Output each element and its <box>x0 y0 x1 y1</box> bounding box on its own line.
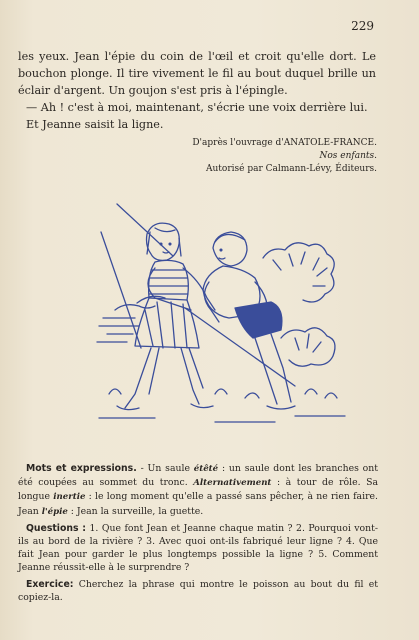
credit-author: D'après l'ouvrage d'ANATOLE-FRANCE. <box>192 138 377 148</box>
mots-et-expressions: Mots et expressions. - Un saule étêté : un saule dont les branches ont été coupées au sommet du tronc. Alternativement : à tour de rôle. Sa longue inertie : le long moment qu'elle a passé sans pêcher, à ne rien faire. Jean l'épie : Jean la surveille, la guette. <box>18 463 379 517</box>
term-alternativement: Alternativement <box>193 478 272 489</box>
questions-label: Questions : <box>26 522 87 534</box>
term-inertie: inertie <box>53 492 86 503</box>
questions <box>18 522 378 575</box>
fishing-children-illustration <box>95 198 350 440</box>
exercice-label: Exercice: <box>26 578 74 590</box>
story-text <box>18 48 376 133</box>
mots-label: Mots et expressions. <box>26 463 137 474</box>
credit-title: Nos enfants. <box>319 151 377 161</box>
credit-publisher: Autorisé par Calmann-Lévy, Éditeurs. <box>206 164 377 174</box>
questions-text: 1. Que font Jean et Jeanne chaque matin ? 2. Pourquoi vont-ils au bord de la rivière ? 3. Avec quoi ont-ils fabriqué leur ligne ? 4. Que fait Jean pour garder le plus longtemps possible la ligne ? 5. Comment Jeanne réussit-elle à le surprendre ? <box>18 522 378 574</box>
story-paragraph-1: les yeux. Jean l'épie du coin de l'œil et croit qu'elle dort. Le bouchon plonge. Il tire vivement le fil au bout duquel brille un éclair d'argent. Un goujon s'est pris à l'épingle. <box>18 50 376 97</box>
page-number: 229 <box>351 19 374 33</box>
source-credit <box>192 137 377 176</box>
exercice <box>18 578 378 604</box>
vocabulary-and-exercises <box>18 462 378 607</box>
story-paragraph-3: Et Jeanne saisit la ligne. <box>26 118 164 131</box>
story-paragraph-2: — Ah ! c'est à moi, maintenant, s'écrie une voix derrière lui. <box>26 101 368 114</box>
term-lepie: l'épie <box>41 506 68 517</box>
term-etete: étêté <box>193 464 219 474</box>
exercice-text: Cherchez la phrase qui montre le poisson au bout du fil et copiez-la. <box>18 578 378 603</box>
